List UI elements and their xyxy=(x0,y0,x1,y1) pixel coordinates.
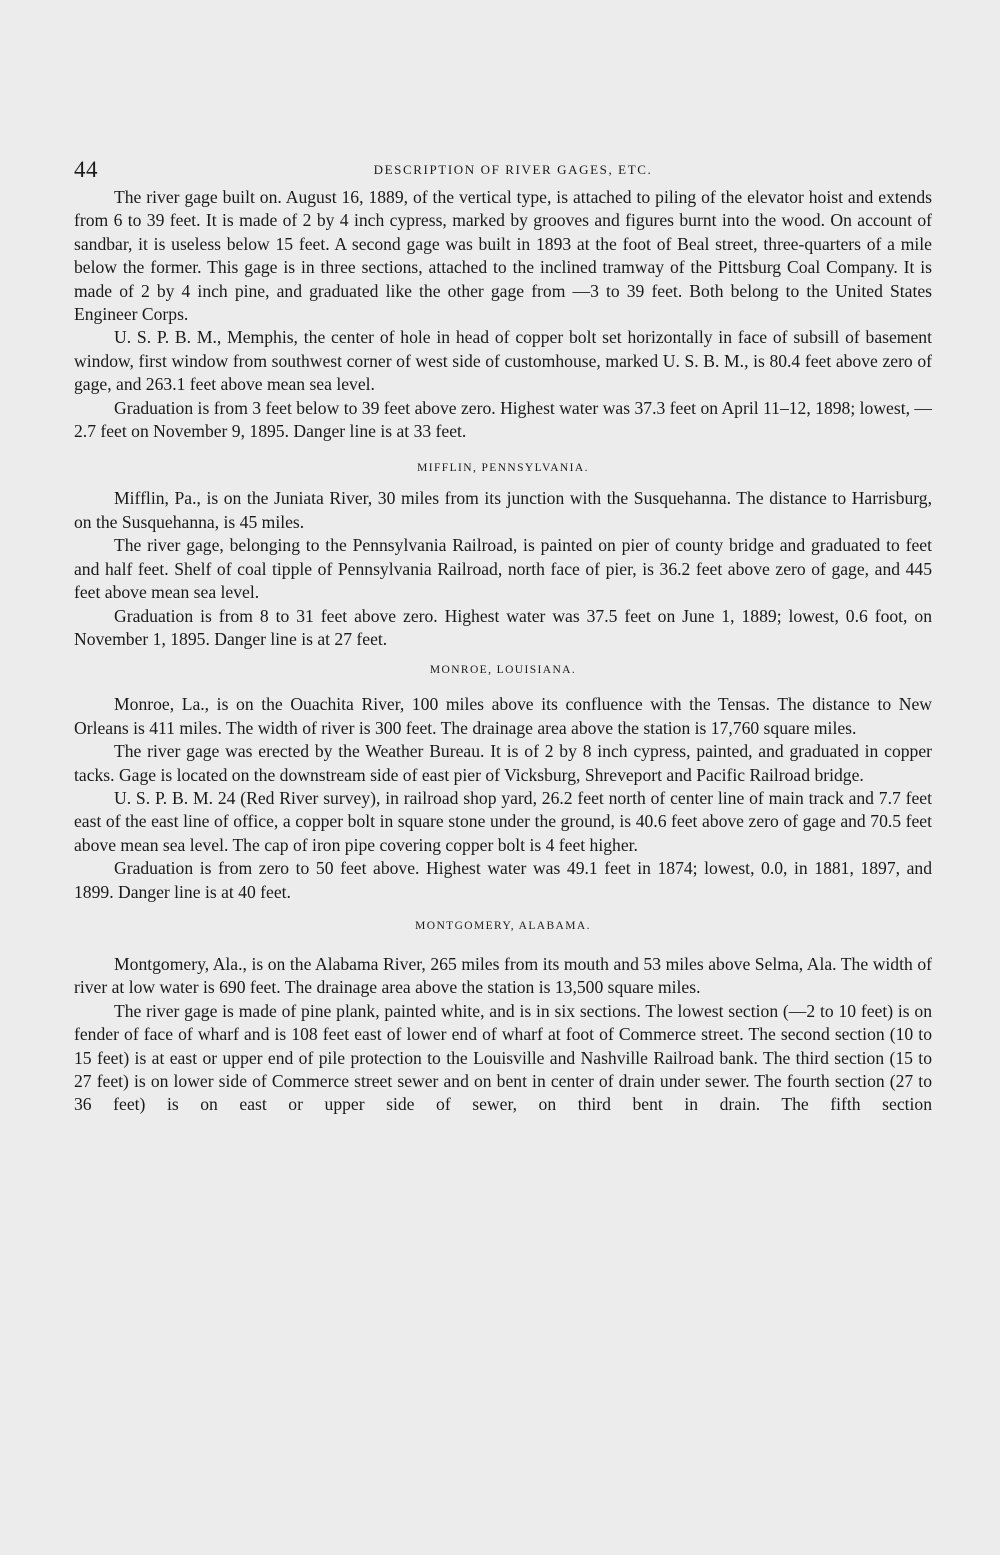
page-header xyxy=(74,157,932,185)
page-body xyxy=(74,186,932,1117)
section-heading-montgomery: MONTGOMERY, ALABAMA. xyxy=(415,919,591,932)
paragraph: The river gage was erected by the Weather Bureau. It is of 2 by 8 inch cypress, painted, and graduated in copper tacks. Gage is located on the downstream side of east pier of Vicksburg, Shreveport and Pacific Railroad bridge. xyxy=(74,741,932,785)
paragraph: Mifflin, Pa., is on the Juniata River, 30 miles from its junction with the Susquehanna. The distance to Harrisburg, on the Susquehanna, is 45 miles. xyxy=(74,488,932,532)
paragraph: Graduation is from zero to 50 feet above. Highest water was 49.1 feet in 1874; lowest, 0.0, in 1881, 1897, and 1899. Danger line is at 40 feet. xyxy=(74,858,932,902)
paragraph: Graduation is from 8 to 31 feet above zero. Highest water was 37.5 feet on June 1, 1889; lowest, 0.6 foot, on November 1, 1895. Danger line is at 27 feet. xyxy=(74,605,932,649)
section-heading-monroe: MONROE, LOUISIANA. xyxy=(429,664,577,677)
running-head: DESCRIPTION OF RIVER GAGES, ETC. xyxy=(373,162,653,177)
paragraph: The river gage, belonging to the Pennsylvania Railroad, is painted on pier of county bridge and graduated to feet and half feet. Shelf of coal tipple of Pennsylvania Railroad, north face of pier, is 36.2 feet above zero of gage, and 445 feet above mean sea level. xyxy=(74,535,932,603)
paragraph: U. S. P. B. M., Memphis, the center of hole in head of copper bolt set horizontally in face of subsill of basement window, first window from southwest corner of west side of customhouse, marked U. S. B. M., is 80.4 feet above zero of gage, and 263.1 feet above mean sea level. xyxy=(74,327,932,395)
paragraph: Montgomery, Ala., is on the Alabama River, 265 miles from its mouth and 53 miles above Selma, Ala. The width of river at low water is 690 feet. The drainage area above the station is 13,500 square miles. xyxy=(74,953,932,998)
paragraph: U. S. P. B. M. 24 (Red River survey), in railroad shop yard, 26.2 feet north of center line of main track and 7.7 feet east of the east line of office, a copper bolt in square stone under the ground, is 40.6 feet above zero of gage and 70.5 feet above mean sea level. The cap of iron pipe covering copper bolt is 4 feet higher. xyxy=(74,787,932,855)
page-number: 44 xyxy=(74,157,98,182)
paragraph: Graduation is from 3 feet below to 39 feet above zero. Highest water was 37.3 feet on April 11–12, 1898; lowest, —2.7 feet on November 9, 1895. Danger line is at 33 feet. xyxy=(74,397,932,442)
section-heading-mifflin: MIFFLIN, PENNSYLVANIA. xyxy=(417,462,589,475)
paragraph: The river gage built on. August 16, 1889, of the vertical type, is attached to piling of the elevator hoist and extends from 6 to 39 feet. It is made of 2 by 4 inch cypress, marked by grooves and figures burnt into the wood. On account of sandbar, it is useless below 15 feet. A second gage was built in 1893 at the foot of Beal street, three-quarters of a mile below the former. This gage is in three sections, attached to the inclined tramway of the Pittsburg Coal Company. It is made of 2 by 4 inch pine, and graduated like the other gage from —3 to 39 feet. Both belong to the United States Engineer Corps. xyxy=(74,187,932,325)
paragraph: The river gage is made of pine plank, painted white, and is in six sections. The lowest section (—2 to 10 feet) is on fender of face of wharf and is 108 feet east of lower end of wharf at foot of Commerce street. The second section (10 to 15 feet) is at east or upper end of pile protection to the Louisville and Nashville Railroad bank. The third section (15 to 27 feet) is on lower side of Commerce street sewer and on bent in center of drain under sewer. The fourth section (27 to 36 feet) is on east or upper side of sewer, on third bent in drain. The fifth section xyxy=(74,1000,932,1115)
paragraph: Monroe, La., is on the Ouachita River, 100 miles above its confluence with the Tensas. The distance to New Orleans is 411 miles. The width of river is 300 feet. The drainage area above the station is 17,760 square miles. xyxy=(74,694,932,738)
